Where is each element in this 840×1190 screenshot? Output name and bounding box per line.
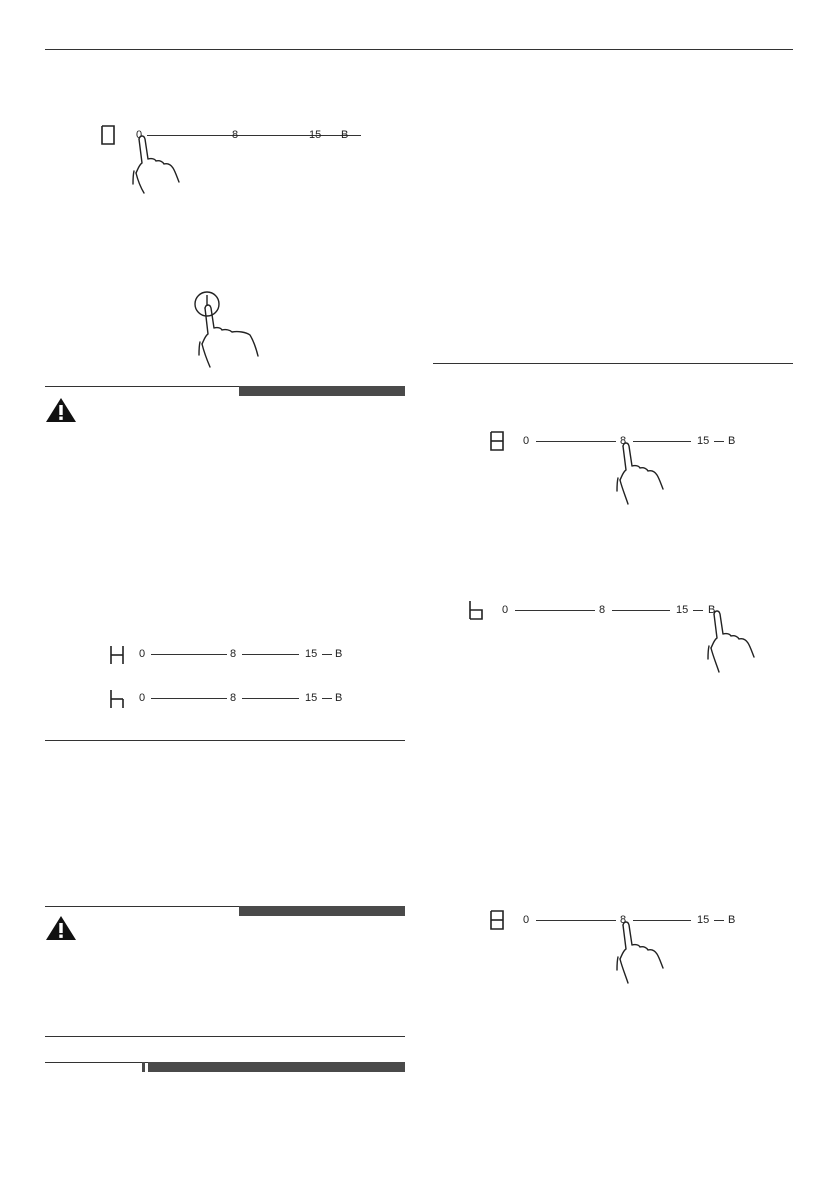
- warning-triangle-icon: [45, 915, 77, 941]
- seven-segment-display: [468, 599, 484, 621]
- section-rule: [433, 363, 793, 364]
- slider-label-max: 15: [305, 692, 318, 704]
- slider-track: [536, 441, 616, 442]
- slider-track: [536, 920, 616, 921]
- section-rule: [45, 1036, 405, 1037]
- slider-label-max: 15: [697, 914, 710, 926]
- slider-label-min: 0: [523, 914, 530, 926]
- section-rule: [45, 740, 405, 741]
- slider-label-max: 15: [305, 648, 318, 660]
- slider-track: [243, 135, 301, 136]
- slider-track: [714, 920, 724, 921]
- slider-label-boost: B: [335, 692, 343, 704]
- finger-touch-icon: [614, 919, 674, 989]
- power-level-slider[interactable]: [502, 600, 722, 620]
- slider-label-min: 0: [523, 435, 530, 447]
- finger-touch-icon: [196, 302, 266, 370]
- section-heading-bar: [142, 1062, 145, 1072]
- slider-label-max: 15: [676, 604, 689, 616]
- section-heading-bar: [148, 1062, 405, 1072]
- slider-label-min: 0: [139, 648, 146, 660]
- slider-label-boost: B: [335, 648, 343, 660]
- seven-segment-display: [100, 124, 116, 146]
- slider-track: [322, 654, 332, 655]
- slider-track: [151, 698, 227, 699]
- section-heading-bar: [239, 386, 405, 396]
- slider-label-max: 15: [309, 129, 322, 141]
- slider-label-mid: 8: [599, 604, 606, 616]
- slider-track: [151, 654, 227, 655]
- seven-segment-display: [109, 644, 125, 666]
- slider-label-boost: B: [341, 129, 349, 141]
- slider-track: [242, 654, 299, 655]
- top-rule: [45, 49, 793, 50]
- seven-segment-display: [489, 430, 505, 452]
- power-level-slider[interactable]: [139, 644, 349, 664]
- slider-label-mid: 8: [232, 129, 239, 141]
- finger-touch-icon: [705, 608, 765, 678]
- slider-track: [327, 135, 337, 136]
- slider-label-mid: 8: [230, 692, 237, 704]
- section-heading-bar: [239, 906, 405, 916]
- slider-track: [242, 698, 299, 699]
- slider-track: [515, 610, 595, 611]
- slider-label-boost: B: [708, 604, 716, 616]
- power-level-slider[interactable]: [139, 688, 349, 708]
- slider-label-boost: B: [728, 435, 736, 447]
- slider-track: [322, 698, 332, 699]
- seven-segment-display: [489, 909, 505, 931]
- seven-segment-display: [109, 688, 125, 710]
- slider-label-mid: 8: [620, 914, 627, 926]
- slider-track: [714, 441, 724, 442]
- slider-label-mid: 8: [230, 648, 237, 660]
- slider-label-mid: 8: [620, 435, 627, 447]
- slider-label-max: 15: [697, 435, 710, 447]
- warning-triangle-icon: [45, 397, 77, 423]
- finger-touch-icon: [130, 133, 190, 203]
- slider-track: [612, 610, 670, 611]
- slider-label-boost: B: [728, 914, 736, 926]
- slider-label-min: 0: [502, 604, 509, 616]
- finger-touch-icon: [614, 440, 674, 510]
- slider-label-min: 0: [136, 129, 143, 141]
- slider-track: [693, 610, 703, 611]
- slider-label-min: 0: [139, 692, 146, 704]
